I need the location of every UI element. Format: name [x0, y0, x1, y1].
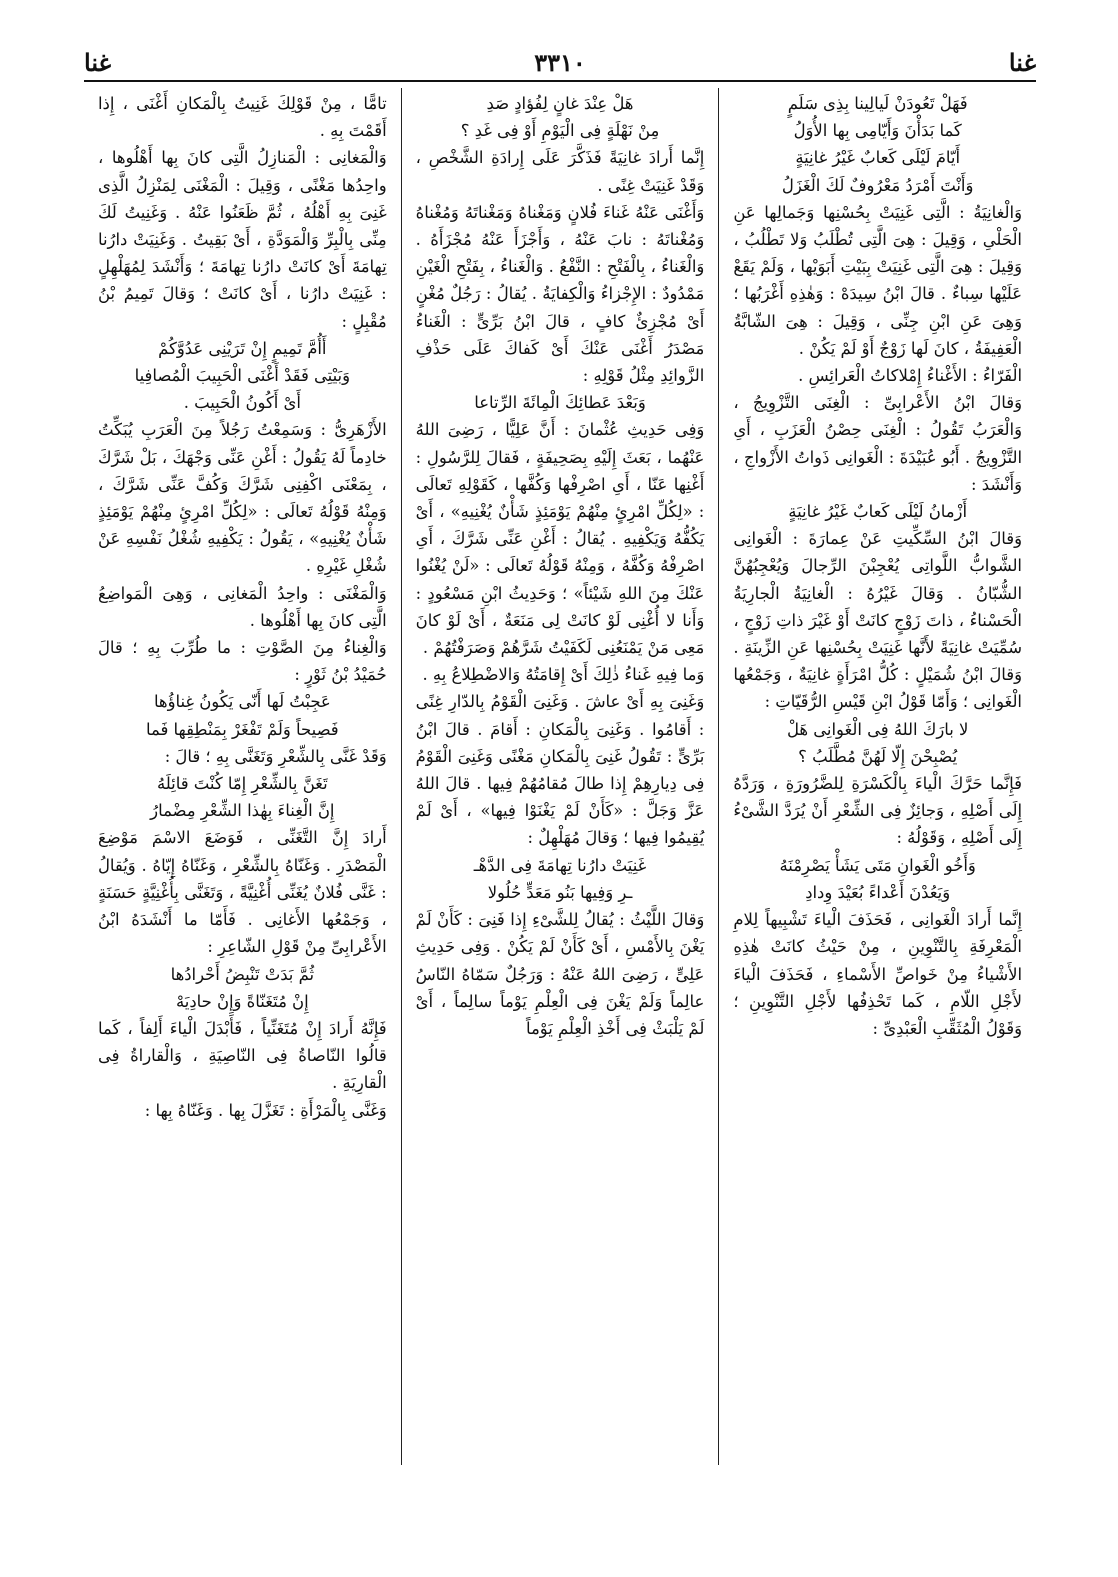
page-number: ٣٣١٠ [534, 47, 586, 77]
header-rule [84, 80, 1036, 82]
text-paragraph: يُصْبِحْنَ إِلّا لَهُنَّ مُطَّلَبُ ؟ [798, 746, 958, 766]
text-paragraph: فَإِنَّما حَرَّكَ الْياءَ بِالْكَسْرَةِ لِلضَّرُورَةِ ، وَرَدَّهُ إِلَى أَصْلِهِ ، وَجائِزٌ فِى الشِّعْرِ أَنْ يُرَدَّ الشَّىْءُ إِلَى أَصْلِهِ ، وَقَوْلُهُ : [733, 774, 1022, 848]
text-paragraph: وَأَغْنَى عَنْهُ غَناءَ فُلانٍ وَمَغْناهُ وَمَغْناتَهُ وَمُغْناهُ وَمُغْناتَهُ : نابَ عَنْهُ ، وَأَجْزَأَ عَنْهُ مُجْزَأَهُ . وَالْغَناءُ ، بِالْفَتْحِ : النَّفْعُ . وَالْغَناءُ ، بِفَتْحِ الْغَيْنِ مَمْدُودٌ : الإِجْزاءُ وَالْكِفايَةُ . يُقالُ : رَجُلٌ مُغْنٍ أَىْ مُجْزِئٌ كافٍ ، قالَ ابْنُ بَرِّىٍّ : الْغَناءُ مَصْدَرُ أَغْنَى عَنْكَ أَىْ كَفاكَ عَلَى حَذْفِ الزَّوائِدِ مِثْلُ قَوْلِهِ : [415, 202, 705, 386]
header-entry-left: غنا [84, 47, 112, 77]
text-paragraph: وَبَعْدَ عَطائِكَ الْمِائَةَ الرِّتاعا [474, 393, 646, 413]
text-paragraph: وَالْغِناءُ مِنَ الصَّوْتِ : ما طُرِّبَ بِهِ ؛ قالَ حُمَيْدُ بْنُ ثَوْرٍ : [97, 638, 387, 685]
text-paragraph: وَما فِيهِ غَناءُ ذٰلِكَ أَىْ إِقامَتُهُ وَالاضْطِلاعُ بِهِ . [422, 665, 705, 685]
column-left [84, 88, 401, 1465]
text-paragraph: أَأُمَّ تَمِيمٍ إِنْ تَرَيْنِى عَدُوَّكُمْ [158, 338, 327, 358]
text-paragraph: وَقالَ ابْنُ السِّكِّيتِ عَنْ عِمارَةَ : الْغَوانِى الشَّوابُّ اللَّواتِى يُعْجِبْنَ الرِّجالَ وَيُعْجِبُهُنَّ الشُّبّانُ . وَقالَ غَيْرُهُ : الْغانِيَةُ الْجارِيَةُ الْحَسْناءُ ، ذاتَ زَوْجٍ كانَتْ أَوْ غَيْرَ ذاتِ زَوْجٍ ، سُمِّيَتْ غانِيَةً لأَنَّها غَنِيَتْ بِحُسْنِها عَنِ الزِّينَةِ . وَقالَ ابْنُ شُمَيْلٍ : كُلُّ امْرَأَةٍ غانِيَةٌ ، وَجَمْعُها الْغَوانِى ؛ وَأَمّا قَوْلُ ابْنِ قَيْسِ الرُّقَيّاتِ : [733, 529, 1022, 712]
text-paragraph: إِنَّ الْغِناءَ بِهٰذا الشِّعْرِ مِضْمارُ [150, 801, 335, 821]
text-paragraph: وَغَنَّى بِالْمَرْأَةِ : تَغَزَّلَ بِها . وَغَنّاهُ بِها : [144, 1100, 387, 1120]
text-paragraph: وَالْمَغْنَى : واحِدُ الْمَغانِى ، وَهِىَ الْمَواضِعُ الَّتِى كانَ بِها أَهْلُوها . [97, 583, 387, 630]
text-paragraph: وَقالَ اللَّيْثُ : يُقالُ لِلشَّىْءِ إِذا فَنِىَ : كَأَنْ لَمْ يَغْنَ بِالأَمْسِ ، أَىْ كَأَنْ لَمْ يَكُنْ . وَفِى حَدِيثِ عَلِىٍّ ، رَضِىَ اللهُ عَنْهُ : وَرَجُلٌ سَمّاهُ النّاسُ عالِماً وَلَمْ يَغْنَ فِى الْعِلْمِ يَوْماً سالِماً ، أَىْ لَمْ يَلْبَثْ فِى أَخْذِ الْعِلْمِ يَوْماً [415, 910, 705, 1038]
text-paragraph: وَفِى حَدِيثِ عُثْمانَ : أَنَّ عَلِيًّا ، رَضِىَ اللهُ عَنْهُما ، بَعَثَ إِلَيْهِ بِصَحِيفَةٍ ، فَقالَ لِلرَّسُولِ : أَغْنِها عَنّا ، أَىِ اصْرِفْها وَكُفَّها ، كَقَوْلِهِ تَعالَى : «لِكُلِّ امْرِئٍ مِنْهُمْ يَوْمَئِذٍ شَأْنٌ يُغْنِيهِ» ، أَىْ يَكُفُّهُ وَيَكْفِيهِ . يُقالُ : أَغْنِ عَنِّى شَرَّكَ ، أَىِ اصْرِفْهُ وَكُفَّهُ ، وَمِنْهُ قَوْلُهُ تَعالَى : «لَنْ يُغْنُوا عَنْكَ مِنَ اللهِ شَيْئاً» ؛ وَحَدِيثُ ابْنِ مَسْعُودٍ : وَأَنا لا أُغْنِى لَوْ كانَتْ لِى مَنَعَةٌ ، أَىْ لَوْ كانَ مَعِى مَنْ يَمْنَعُنِى لَكَفَيْتُ شَرَّهُمْ وَصَرَفْتُهُمْ . [415, 420, 705, 658]
text-paragraph: فَهَلْ تَعُودَنْ لَيالِينا بِذِى سَلَمٍ [787, 94, 968, 113]
text-paragraph: أَىْ أَكُونُ الْحَبِيبَ . [183, 393, 301, 413]
text-paragraph: الأَزْهَرِىُّ : وَسَمِعْتُ رَجُلاً مِنَ الْعَرَبِ يُبَكِّتُ خادِماً لَهُ يَقُولُ : أَغْنِ عَنِّى وَجْهَكَ ، بَلْ شَرَّكَ ، بِمَعْنَى اكْفِنِى شَرَّكَ وَكُفَّ عَنِّى شَرَّكَ ، وَمِنْهُ قَوْلُهُ تَعالَى : «لِكُلِّ امْرِئٍ مِنْهُمْ يَوْمَئِذٍ شَأْنٌ يُغْنِيهِ» ، يَقُولُ : يَكْفِيهِ شُغْلُ نَفْسِهِ عَنْ شُغْلِ غَيْرِهِ . [97, 420, 387, 576]
text-paragraph: فَصِيحاً وَلَمْ تَفْغَرْ بِمَنْطِقِها فَما [146, 719, 339, 739]
text-paragraph: وَأَخُو الْغَوانِ مَتَى يَشَأْ يَصْرِمْنَهُ [779, 855, 976, 875]
text-paragraph: تَغَنَّ بِالشِّعْرِ إِمّا كُنْتَ قائِلَهُ [156, 774, 328, 794]
text-paragraph: غَنِيَتْ دارُنا تِهامَةَ فِى الدَّهْـ [473, 855, 647, 875]
text-paragraph: أَزْمانُ لَيْلَى كَعابٌ غَيْرُ غانِيَةٍ [788, 502, 968, 522]
column-middle [402, 88, 719, 1465]
text-paragraph: إِنْ مُتَغَنّاةً وَإِنْ حادِيَهْ [175, 991, 309, 1011]
text-paragraph: وَبَيْتِى فَقَدْ أَغْنَى الْحَبِيبَ الْمُصافِيا [134, 366, 351, 386]
text-paragraph: ثُمَّ بَدَتْ تَنْبِضُ أَحْرادُها [170, 964, 315, 984]
column-right [719, 88, 1036, 1465]
text-paragraph: ـرِ وَفِيها بَنُو مَعَدٍّ حُلُولا [487, 882, 633, 902]
text-paragraph: الْفَرّاءُ : الأَغْناءُ إِمْلاكاتُ الْعَرائِسِ . [798, 366, 1022, 386]
text-paragraph: إِنَّما أَرادَ غانِيَةً فَذَكَّرَ عَلَى إِرادَةِ الشَّخْصِ ، وَقَدْ غَنِيَتْ غِنًى . [415, 148, 705, 195]
header-entry-right: غنا [1008, 47, 1036, 77]
text-paragraph: وَقالَ ابْنُ الأَعْرابِىِّ : الْغِنَى التَّزْوِيجُ ، وَالْعَرَبُ تَقُولُ : الْغِنَى حِصْنُ الْعَزَبِ ، أَىِ التَّزْوِيجُ . أَبُو عُبَيْدَةَ : الْغَوانِى ذَواتُ الأَزْواجِ ، وَأَنْشَدَ : [733, 393, 1022, 494]
text-paragraph: إِنَّما أَرادَ الْغَوانِى ، فَحَذَفَ الْياءَ تَشْبِيهاً لِلامِ الْمَعْرِفَةِ بِالتَّنْوِينِ ، مِنْ حَيْثُ كانَتْ هٰذِهِ الأَشْياءُ مِنْ خَواصِّ الأَسْماءِ ، فَحَذَفَ الْياءَ لأَجْلِ اللّامِ ، كَما تَحْذِفُها لأَجْلِ التَّنْوِينِ ؛ وَقَوْلُ الْمُثَقِّبِ الْعَبْدِىِّ : [733, 910, 1022, 1038]
page-header [84, 46, 1036, 78]
text-paragraph: وَقَدْ غَنَّى بِالشِّعْرِ وَتَغَنَّى بِهِ ؛ قالَ : [164, 746, 387, 766]
text-paragraph: وَأَنْتَ أَمْرَدُ مَعْرُوفٌ لَكَ الْغَزَلُ [781, 175, 974, 195]
text-paragraph: وَالْمَغانِى : الْمَنازِلُ الَّتِى كانَ بِها أَهْلُوها ، واحِدُها مَغْنًى ، وَقِيلَ : الْمَغْنَى لِمَنْزِلُ الَّذِى غَنِىَ بِهِ أَهْلُهُ ، ثُمَّ ظَعَنُوا عَنْهُ . وَغَنِيتُ لَكَ مِنِّى بِالْبِرِّ وَالْمَوَدَّةِ ، أَىْ بَقِيتُ . وَغَنِيَتْ دارُنا تِهامَةَ أَىْ كانَتْ دارُنا تِهامَةَ ؛ وَأَنْشَدَ لِمُهَلْهِلٍ : غَنِيَتْ دارُنا ، أَىْ كانَتْ ؛ وَقالَ تَمِيمُ بْنُ مُقْبِلٍ : [97, 148, 387, 331]
text-paragraph: أَرادَ إِنَّ التَّغَنِّى ، فَوَضَعَ الاسْمَ مَوْضِعَ الْمَصْدَرِ . وَغَنّاهُ بِالشِّعْرِ ، وَغَنّاهُ إِيّاهُ . وَيُقالُ : غَنَّى فُلانٌ يُغَنِّى أُغْنِيَّةً ، وَتَغَنَّى بِأُغْنِيَّةٍ حَسَنَةٍ ، وَجَمْعُها الأَغانِى . فَأَمّا ما أَنْشَدَهُ ابْنُ الأَعْرابِىِّ مِنْ قَوْلِ الشّاعِرِ : [97, 828, 387, 957]
column-divider [718, 88, 719, 1465]
text-columns [84, 88, 1036, 1465]
text-paragraph: مِنْ نَهْلَةٍ فِى الْيَوْمِ أَوْ فِى غَدِ ؟ [460, 121, 660, 141]
text-paragraph: فَإِنَّهُ أَرادَ إِنْ مُتَغَنِّياً ، فَأَبْدَلَ الْياءَ أَلِفاً ، كَما قالُوا النّاصاةُ فِى النّاصِيَةِ ، وَالْقاراةُ فِى الْقارِيَةِ . [97, 1018, 387, 1093]
text-paragraph: كَما بَدَأْنَ وَأَيّامِى بِها الأُوَلُ [793, 121, 962, 141]
text-paragraph: هَلْ عِنْدَ غانٍ لِفُؤادٍ صَدِ [486, 94, 634, 113]
column-divider [401, 88, 402, 1465]
text-paragraph: وَغَنِىَ بِهِ أَىْ عاشَ . وَغَنِىَ الْقَوْمُ بِالدّارِ غِنًى : أَقامُوا . وَغَنِىَ بِالْمَكانِ : أَقامَ . قالَ ابْنُ بَرِّىٍّ : تَقُولُ غَنِىَ بِالْمَكانِ مَغْنًى وَغَنِىَ الْقَوْمُ فِى دِيارِهِمْ إِذا طالَ مُقامُهُمْ فِيها . قالَ اللهُ عَزَّ وَجَلَّ : «كَأَنْ لَمْ يَغْنَوْا فِيها» ، أَىْ لَمْ يُقِيمُوا فِيها ؛ وَقالَ مُهَلْهِلٌ : [415, 692, 705, 848]
text-paragraph: لا بارَكَ اللهُ فِى الْغَوانِى هَلْ [786, 719, 969, 739]
text-paragraph: أَيّامَ لَيْلَى كَعابٌ غَيْرُ غانِيَةٍ [795, 148, 960, 168]
text-paragraph: وَالْغانِيَةُ : الَّتِى غَنِيَتْ بِحُسْنِها وَجَمالِها عَنِ الْحَلْىِ ، وَقِيلَ : هِىَ الَّتِى تُطْلَبُ وَلا تَطْلُبُ ، وَقِيلَ : هِىَ الَّتِى غَنِيَتْ بِبَيْتِ أَبَوَيْها ، وَلَمْ يَقَعْ عَلَيْها سِباءٌ . قالَ ابْنُ سِيدَهْ : وَهٰذِهِ أَغْرَبُها ؛ وَهِىَ عَنِ ابْنِ جِنِّى ، وَقِيلَ : هِىَ الشّابَّةُ الْعَفِيفَةُ ، كانَ لَها زَوْجٌ أَوْ لَمْ يَكُنْ . [733, 202, 1022, 358]
text-paragraph: عَجِبْتُ لَها أَنّى يَكُونُ غِناؤُها [153, 692, 331, 712]
text-paragraph: تامًّا ، مِنْ قَوْلِكَ غَنِيتُ بِالْمَكانِ أَغْنَى ، إِذا أَقَمْتَ بِهِ . [97, 94, 387, 141]
text-paragraph: وَيَعُدْنَ أَعْداءً بُعَيْدَ وِدادِ [805, 882, 951, 902]
